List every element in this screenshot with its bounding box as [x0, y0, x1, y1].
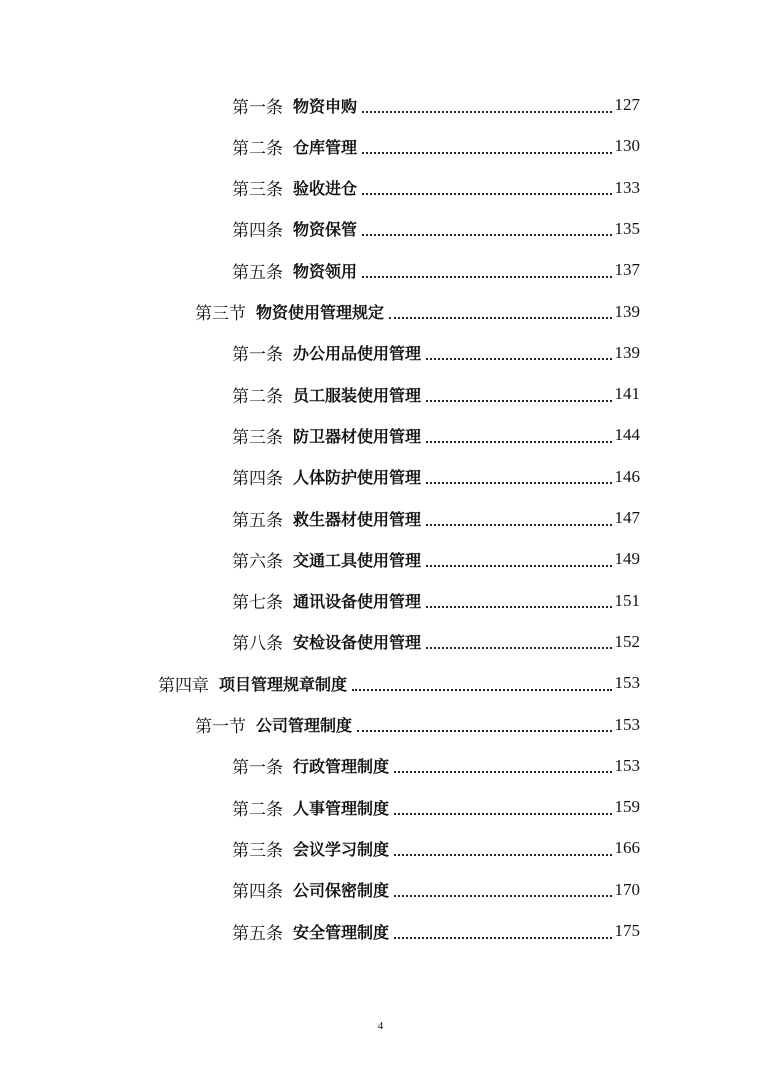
- toc-entry-page: 141: [614, 384, 640, 404]
- dot-leader: [352, 688, 611, 691]
- toc-entry-page: 152: [614, 631, 640, 651]
- toc-entry-number: 第七条: [232, 593, 283, 614]
- dot-leader: [362, 233, 611, 236]
- toc-entry-title: 人事管理制度: [293, 798, 390, 818]
- toc-entry[interactable]: [232, 214, 640, 244]
- toc-entry[interactable]: [232, 833, 640, 863]
- toc-entry-title: 安全管理制度: [293, 922, 390, 942]
- toc-entry-title: 仓库管理: [293, 137, 358, 157]
- toc-entry-number: 第四章: [158, 675, 209, 696]
- toc-entry-title: 人体防护使用管理: [293, 468, 422, 488]
- toc-entry-page: 146: [614, 466, 640, 486]
- toc-entry-page: 175: [614, 921, 640, 940]
- toc-entry-title: 公司保密制度: [293, 881, 390, 901]
- toc-entry-title: 交通工具使用管理: [293, 550, 422, 570]
- dot-leader: [426, 399, 611, 402]
- dot-leader: [362, 275, 611, 278]
- toc-entry-page: 144: [614, 425, 640, 445]
- toc-entry[interactable]: [232, 916, 640, 946]
- toc-entry[interactable]: [232, 462, 640, 492]
- toc-entry-number: 第一条: [232, 758, 283, 779]
- toc-entry[interactable]: [232, 131, 640, 161]
- toc-entry[interactable]: [232, 627, 640, 657]
- toc-entry-page: 166: [614, 838, 640, 858]
- toc-entry[interactable]: [232, 586, 640, 616]
- toc-entry-title: 物资保管: [293, 220, 358, 240]
- toc-entry[interactable]: [232, 751, 640, 781]
- page-number: 4: [377, 1020, 384, 1032]
- toc-entry-title: 会议学习制度: [293, 839, 390, 859]
- dot-leader: [394, 770, 611, 773]
- toc-entry-page: 153: [614, 714, 640, 734]
- toc-entry-number: 第四条: [232, 469, 283, 490]
- toc-entry-page: 137: [614, 260, 640, 280]
- toc-entry-title: 安检设备使用管理: [293, 633, 422, 653]
- toc-entry-number: 第一节: [195, 717, 246, 737]
- toc-entry-page: 149: [614, 549, 640, 569]
- dot-leader: [362, 192, 611, 195]
- toc-entry[interactable]: [232, 338, 640, 368]
- toc-entry-number: 第二条: [232, 386, 283, 407]
- toc-entry-page: 170: [614, 879, 640, 899]
- toc-entry[interactable]: [232, 875, 640, 905]
- dot-leader: [394, 936, 611, 939]
- toc-entry-page: 135: [614, 218, 640, 238]
- toc-entry-title: 防卫器材使用管理: [293, 426, 422, 446]
- dot-leader: [426, 564, 611, 567]
- toc-entry-title: 救生器材使用管理: [293, 509, 422, 529]
- toc-entry-page: 139: [614, 342, 640, 362]
- toc-entry-number: 第五条: [232, 923, 283, 944]
- toc-entry-page: 139: [614, 301, 640, 321]
- toc-entry-page: 127: [614, 95, 640, 114]
- toc-entry[interactable]: [158, 668, 640, 698]
- toc-entry-title: 员工服装使用管理: [293, 385, 422, 405]
- toc-entry[interactable]: [195, 710, 640, 740]
- toc-entry-title: 物资领用: [293, 261, 358, 281]
- toc-entry-title: 物资使用管理规定: [256, 303, 385, 322]
- toc-entry-page: 153: [614, 755, 640, 775]
- toc-entry[interactable]: [232, 503, 640, 533]
- toc-entry-title: 通讯设备使用管理: [293, 592, 422, 612]
- toc-entry-number: 第三条: [232, 840, 283, 861]
- toc-entry-title: 办公用品使用管理: [293, 344, 422, 364]
- dot-leader: [426, 646, 611, 649]
- toc-entry-number: 第三条: [232, 427, 283, 448]
- toc-entry-page: 159: [614, 797, 640, 817]
- toc-entry[interactable]: [232, 544, 640, 574]
- dot-leader: [362, 110, 611, 113]
- toc-entry-page: 153: [614, 673, 640, 693]
- toc-entry[interactable]: [232, 173, 640, 203]
- dot-leader: [394, 894, 611, 897]
- toc-entry-number: 第八条: [232, 634, 283, 655]
- dot-leader: [357, 729, 611, 732]
- toc-entry-number: 第一条: [232, 345, 283, 366]
- toc-entry-title: 行政管理制度: [293, 757, 390, 777]
- dot-leader: [362, 151, 611, 154]
- toc-entry-page: 133: [614, 177, 640, 197]
- toc-entry-title: 公司管理制度: [256, 716, 353, 735]
- toc-entry-title: 项目管理规章制度: [219, 674, 348, 694]
- dot-leader: [394, 853, 611, 856]
- toc-entry-number: 第四条: [232, 221, 283, 242]
- dot-leader: [426, 523, 611, 526]
- toc-entry-number: 第二条: [232, 799, 283, 820]
- toc-entry-number: 第五条: [232, 262, 283, 283]
- toc-entry-title: 验收进仓: [293, 179, 358, 199]
- toc-entry[interactable]: [232, 420, 640, 450]
- toc-entry[interactable]: [232, 90, 640, 120]
- toc-entry-number: 第六条: [232, 551, 283, 572]
- dot-leader: [389, 316, 611, 319]
- dot-leader: [426, 605, 611, 608]
- toc-entry-number: 第五条: [232, 510, 283, 531]
- toc-entry-number: 第三节: [195, 304, 246, 324]
- dot-leader: [426, 357, 611, 360]
- toc-entry-number: 第一条: [232, 97, 283, 118]
- toc-entry-number: 第四条: [232, 882, 283, 903]
- toc-entry-title: 物资申购: [293, 96, 358, 116]
- toc-entry-page: 147: [614, 508, 640, 527]
- toc-entry[interactable]: [232, 379, 640, 409]
- toc-entry-number: 第三条: [232, 180, 283, 201]
- toc-entry[interactable]: [232, 255, 640, 285]
- toc-entry-page: 151: [614, 590, 640, 610]
- dot-leader: [394, 812, 611, 815]
- toc-entry-page: 130: [614, 136, 640, 156]
- dot-leader: [426, 481, 611, 484]
- dot-leader: [426, 440, 611, 443]
- toc-entry[interactable]: [232, 792, 640, 822]
- toc-entry[interactable]: [195, 297, 640, 327]
- toc-entry-number: 第二条: [232, 138, 283, 159]
